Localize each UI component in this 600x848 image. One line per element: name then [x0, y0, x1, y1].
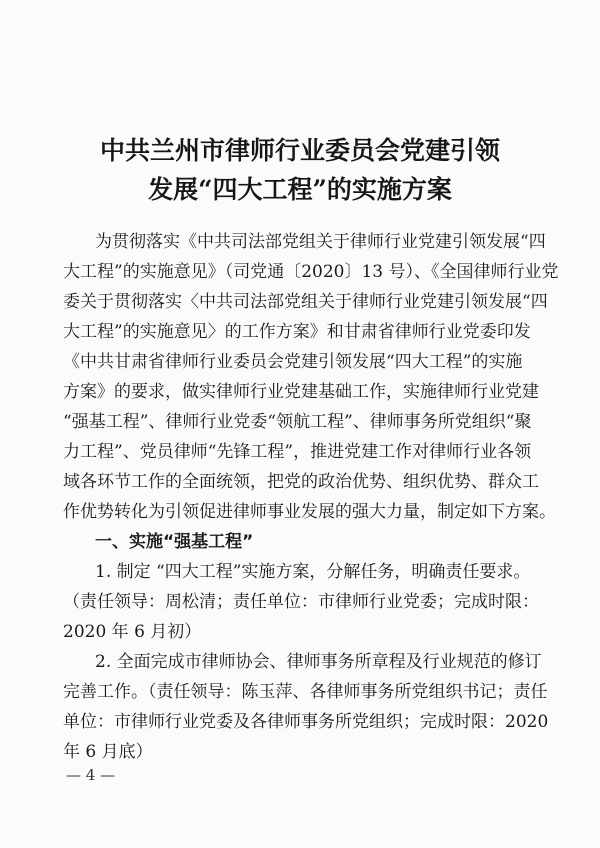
item-line: 1. 制定 “四大工程”实施方案，分解任务，明确责任要求。: [95, 562, 531, 582]
item-line: 年 6 月底）: [63, 742, 153, 762]
document-title-line-1: 中共兰州市律师行业委员会党建引领: [99, 136, 500, 165]
paragraph-line: 域各环节工作的全面统领，把党的政治优势、组织优势、群众工: [63, 472, 539, 492]
paragraph-line: 为贯彻落实《中共司法部党组关于律师行业党建引领发展“四: [95, 232, 546, 252]
paragraph-line: 委关于贯彻落实〈中共司法部党组关于律师行业党建引领发展“四: [63, 292, 548, 312]
paragraph-line: 力工程”、党员律师“先锋工程”，推进党建工作对律师行业各领: [63, 442, 532, 462]
paragraph-line: 方案》的要求，做实律师行业党建基础工作，实施律师行业党建: [63, 382, 539, 402]
item-line: （责任领导：周松清；责任单位：市律师行业党委；完成时限：: [63, 592, 539, 612]
document-title-line-2: 发展“四大工程”的实施方案: [148, 175, 452, 204]
page-number: — 4 —: [66, 766, 116, 784]
paragraph-line: 大工程”的实施意见》（司党通〔2020〕13 号）、《全国律师行业党: [63, 262, 559, 282]
paragraph-line: 大工程”的实施意见〉的工作方案》和甘肃省律师行业党委印发: [63, 322, 531, 342]
paragraph-line: 《中共甘肃省律师行业委员会党建引领发展“四大工程”的实施: [63, 352, 523, 372]
item-line: 完善工作。（责任领导：陈玉萍、各律师事务所党组织书记；责任: [63, 682, 548, 702]
item-line: 单位：市律师行业党委及各律师事务所党组织；完成时限：2020: [63, 712, 549, 732]
section-heading: 一、实施“强基工程”: [95, 532, 254, 552]
paragraph-line: 作优势转化为引领促进律师事业发展的强大力量，制定如下方案。: [63, 502, 556, 522]
paragraph-line: “强基工程”、律师行业党委“领航工程”、律师事务所党组织“聚: [63, 412, 532, 432]
item-line: 2. 全面完成市律师协会、律师事务所章程及行业规范的修订: [95, 652, 542, 672]
item-line: 2020 年 6 月初）: [63, 622, 202, 642]
